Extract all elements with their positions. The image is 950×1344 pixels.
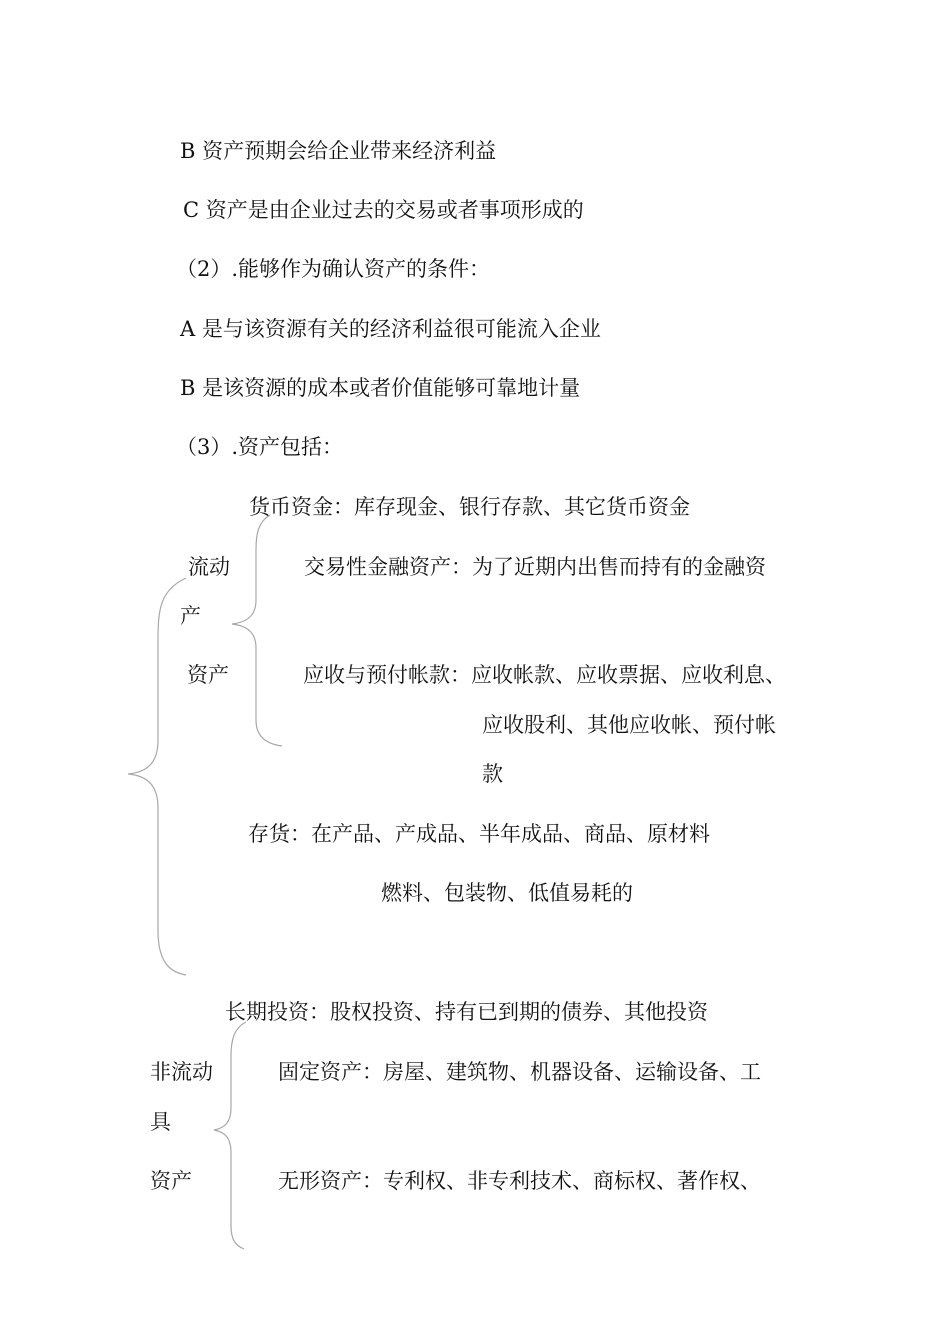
item-cash: 货币资金：库存现金、银行存款、其它货币资金: [249, 495, 690, 519]
item-receivables-line-3: 款: [482, 762, 503, 786]
item-trading-financial-assets: 交易性金融资产：为了近期内出售而持有的金融资: [304, 555, 766, 579]
line-b-economic-benefit: B 资产预期会给企业带来经济利益: [180, 139, 497, 163]
heading-recognition-conditions: （2）.能够作为确认资产的条件：: [176, 257, 491, 281]
noncurrent-assets-label-3: 资产: [150, 1169, 192, 1193]
heading-assets-include: （3）.资产包括：: [176, 435, 344, 459]
current-assets-label-1: 流动: [188, 555, 230, 579]
current-assets-label-2: 产: [180, 604, 201, 628]
item-receivables-line-2: 应收股利、其他应收帐、预付帐: [482, 713, 776, 737]
condition-a: A 是与该资源有关的经济利益很可能流入企业: [180, 317, 601, 341]
line-c-past-transactions: C 资产是由企业过去的交易或者事项形成的: [183, 198, 584, 222]
current-assets-label-3: 资产: [187, 663, 229, 687]
noncurrent-assets-label-1: 非流动: [150, 1060, 213, 1084]
inner-brace-current: [232, 515, 282, 746]
item-intangible-assets: 无形资产：专利权、非专利技术、商标权、著作权、: [278, 1169, 761, 1193]
brace-noncurrent: [214, 1022, 246, 1249]
noncurrent-assets-label-2: 具: [150, 1110, 171, 1134]
item-inventory-line-2: 燃料、包装物、低值易耗的: [381, 881, 633, 905]
item-fixed-assets: 固定资产：房屋、建筑物、机器设备、运输设备、工: [278, 1060, 761, 1084]
item-inventory-line-1: 存货：在产品、产成品、半年成品、商品、原材料: [248, 822, 710, 846]
outer-brace-current: [128, 578, 186, 975]
item-long-term-investment: 长期投资：股权投资、持有已到期的债券、其他投资: [225, 1000, 708, 1024]
item-receivables-line-1: 应收与预付帐款：应收帐款、应收票据、应收利息、: [303, 663, 786, 687]
condition-b: B 是该资源的成本或者价值能够可靠地计量: [180, 376, 581, 400]
